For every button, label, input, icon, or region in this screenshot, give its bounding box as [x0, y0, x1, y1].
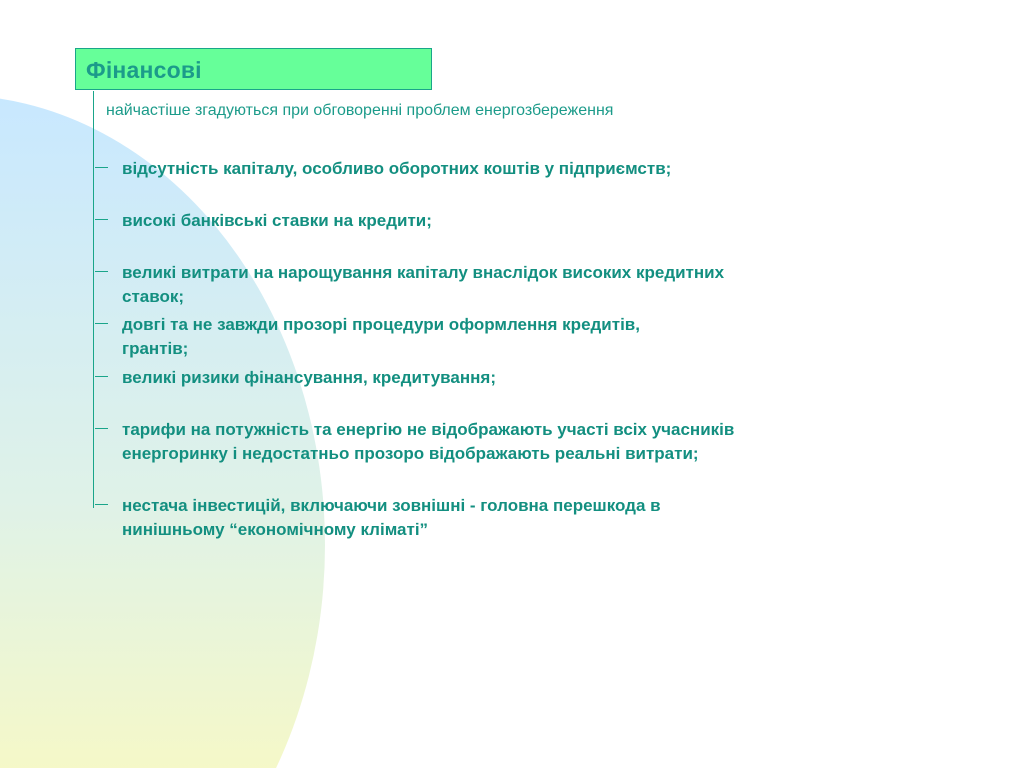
bullet-item: [94, 209, 914, 233]
bullet-tick: [95, 376, 108, 377]
bullet-tick: [95, 323, 108, 324]
slide-subtitle: найчастіше згадуються при обговоренні проблем енергозбереження: [106, 102, 614, 119]
bullet-tick: [95, 504, 108, 505]
bullet-tick: [95, 271, 108, 272]
title-box: [75, 48, 432, 90]
bullet-item: [94, 313, 914, 361]
bullet-text: великі ризики фінансування, кредитування;: [122, 368, 496, 387]
bullet-text: відсутність капіталу, особливо оборотних коштів у підприємств;: [122, 159, 672, 178]
bullet-text: нестача інвестицій, включаючи зовнішні - головна перешкода в нинішньому “економічному кліматі”: [122, 496, 661, 539]
bullet-text: високі банківські ставки на кредити;: [122, 211, 432, 230]
bullet-item: [94, 494, 914, 542]
bullet-text: довгі та не завжди прозорі процедури оформлення кредитів, грантів;: [122, 315, 640, 358]
bullet-text: великі витрати на нарощування капіталу внаслідок високих кредитних ставок;: [122, 263, 725, 306]
bullet-tick: [95, 428, 108, 429]
bullet-tick: [95, 219, 108, 220]
bullet-item: [94, 366, 914, 390]
slide-title: Фінансові: [86, 57, 202, 83]
bullet-text: тарифи на потужність та енергію не відображають участі всіх учасників енергоринку і недостатньо прозоро відображають реальні витрати;: [122, 420, 735, 463]
bullet-item: [94, 418, 914, 466]
bullet-item: [94, 261, 914, 309]
bullet-item: [94, 157, 914, 181]
bullet-tick: [95, 167, 108, 168]
